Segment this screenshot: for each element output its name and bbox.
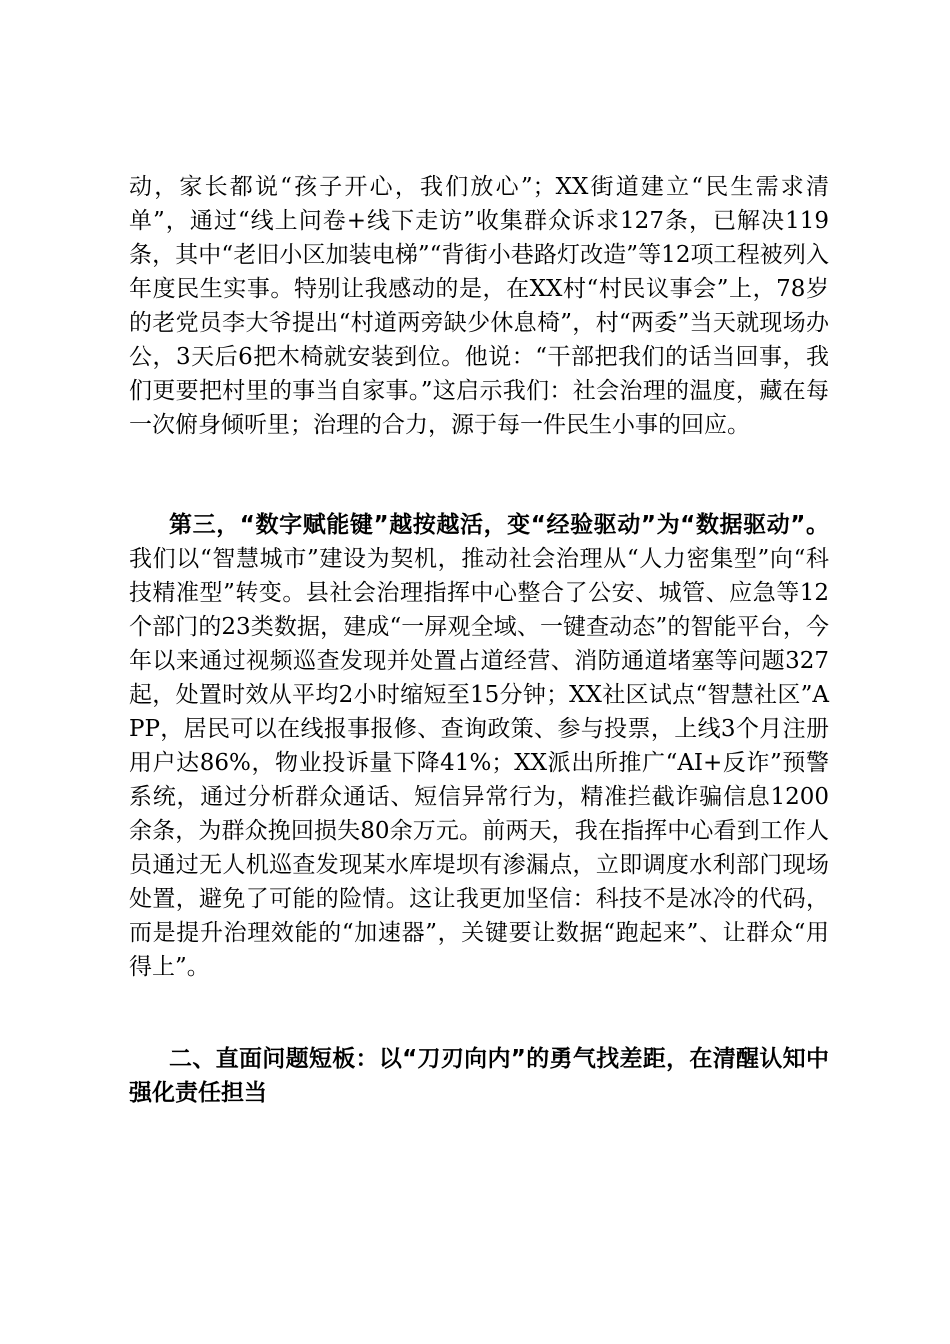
section-heading: 二、直面问题短板：以“刀刃向内”的勇气找差距，在清醒认知中强化责任担当 (129, 1046, 829, 1106)
paragraph-community-governance: 动，家长都说“孩子开心，我们放心”；XX街道建立“民生需求清单”，通过“线上问卷+线下走访”收集群众诉求127条，已解决119条，其中“老旧小区加装电梯”“背街小巷路灯改造”等12项工程被列入年度民生实事。特别让我感动的是，在XX村“村民议事会”上，78岁的老党员李大爷提出“村道两旁缺少休息椅”，村“两委”当天就现场办公，3天后6把木椅就安装到位。他说：“干部把我们的话当回事，我们更要把村里的事当自家事。”这启示我们：社会治理的温度，藏在每一次俯身倾听里；治理的合力，源于每一件民生小事的回应。 (129, 174, 829, 438)
paragraph-lead-heading: 第三，“数字赋能键”越按越活，变“经验驱动”为“数据驱动”。 (169, 512, 829, 538)
paragraph-digital-empowerment (129, 508, 829, 984)
paragraph-body-text: 我们以“智慧城市”建设为契机，推动社会治理从“人力密集型”向“科技精准型”转变。县社会治理指挥中心整合了公安、城管、应急等12个部门的23类数据，建成“一屏观全域、一键查动态”的智能平台，今年以来通过视频巡查发现并处置占道经营、消防通道堵塞等问题327起，处置时效从平均2小时缩短至15分钟；XX社区试点“智慧社区”APP，居民可以在线报事报修、查询政策、参与投票，上线3个月注册用户达86%，物业投诉量下降41%；XX派出所推广“AI+反诈”预警系统，通过分析群众通话、短信异常行为，精准拦截诈骗信息1200余条，为群众挽回损失80余万元。前两天，我在指挥中心看到工作人员通过无人机巡查发现某水库堤坝有渗漏点，立即调度水利部门现场处置，避免了可能的险情。这让我更加坚信：科技不是冰冷的代码，而是提升治理效能的“加速器”，关键要让数据“跑起来”、让群众“用得上”。 (129, 546, 829, 980)
